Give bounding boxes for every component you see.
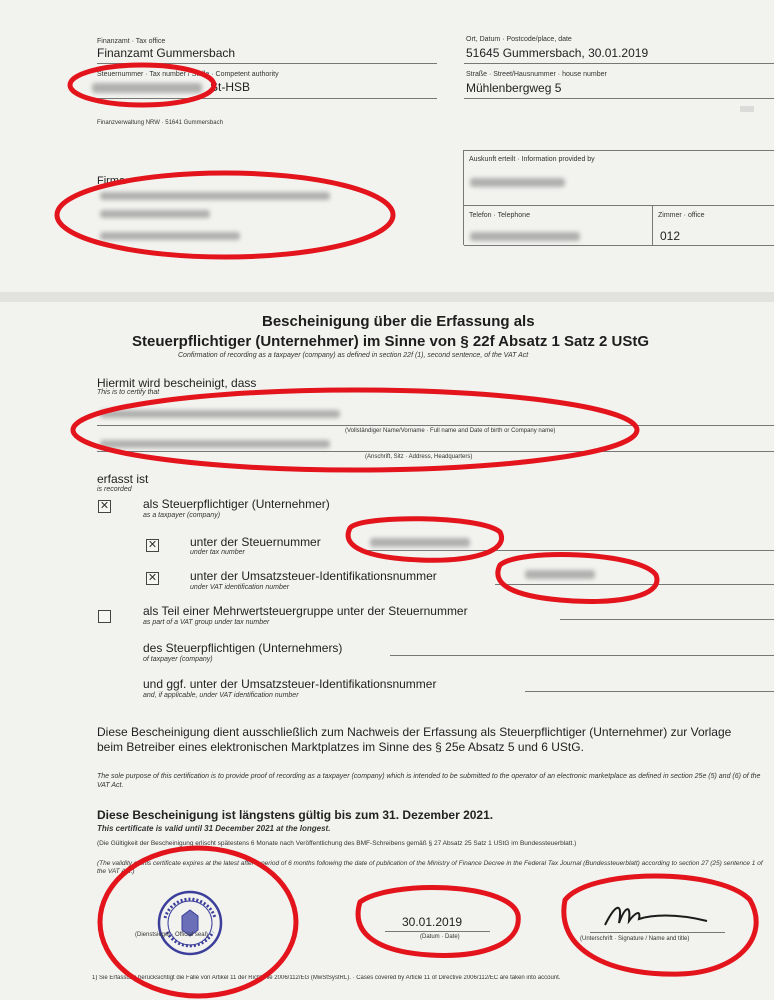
opt2a-en: of taxpayer (company) bbox=[143, 656, 213, 663]
firm-label: Firma bbox=[97, 175, 126, 187]
date-value: 30.01.2019 bbox=[402, 915, 463, 929]
opt2a-text: des Steuerpflichtigen (Unternehmers) bbox=[143, 641, 343, 655]
signature-label: (Unterschrift · Signature / Name and title) bbox=[580, 936, 690, 942]
opt2-text: als Teil einer Mehrwertsteuergruppe unter der Steuernummer bbox=[143, 604, 468, 618]
doc-title-line2: Steuerpflichtiger (Unternehmer) im Sinne von § 22f Absatz 1 Satz 2 UStG bbox=[132, 333, 650, 350]
checkbox-taxpayer[interactable]: ✕ bbox=[99, 500, 110, 512]
place-date-label: Ort, Datum · Postcode/place, date bbox=[466, 36, 572, 43]
redacted-name bbox=[100, 410, 340, 418]
certify-text: Hiermit wird bescheinigt, dass bbox=[97, 376, 257, 390]
purpose-en: The sole purpose of this certification is to provide proof of recording as a taxpayer (company) which is intended to be submitted to the operator of an electronic marketplace as defined in section 25e (5) and (6) of the VAT Act. bbox=[97, 773, 761, 789]
redacted-firm-2 bbox=[100, 210, 210, 218]
redacted-tax-id bbox=[370, 538, 470, 547]
official-seal bbox=[155, 888, 225, 958]
room-label: Zimmer · office bbox=[658, 212, 705, 219]
info-label: Auskunft erteilt · Information provided by bbox=[469, 156, 595, 163]
authority-label: Steuernummer · Tax number / Stelle · Competent authority bbox=[97, 71, 279, 78]
office-label: Finanzamt · Tax office bbox=[97, 38, 166, 45]
checkbox-vat-group[interactable] bbox=[98, 610, 111, 623]
footnote: 1) Sie Erfassung berücksichtigt die Fälle von Artikel 11 der Richtlinie 2006/112/EG (MwStSystRL). · Cases covered by Article 11 of Directive 2006/112/EC are taken into account. bbox=[92, 975, 561, 981]
scan-fold bbox=[0, 292, 774, 302]
opt2-en: as part of a VAT group under tax number bbox=[143, 619, 270, 626]
checkbox-tax-number[interactable]: ✕ bbox=[147, 539, 158, 551]
redacted-tax-number bbox=[92, 83, 202, 93]
redacted-address bbox=[100, 440, 330, 448]
opt2b-en: and, if applicable, under VAT identification number bbox=[143, 692, 299, 699]
signature bbox=[595, 895, 725, 935]
redacted-phone bbox=[470, 232, 580, 241]
opt1a-text: unter der Steuernummer bbox=[190, 535, 321, 549]
date-label: (Datum · Date) bbox=[420, 934, 460, 940]
recorded-text: erfasst ist bbox=[97, 472, 149, 486]
redacted-firm-1 bbox=[100, 192, 330, 200]
opt1b-en: under VAT identification number bbox=[190, 584, 290, 591]
note-de: (Die Gültigkeit der Bescheinigung erlischt spätestens 6 Monate nach Veröffentlichung des BMF-Schreibens gemäß § 27 Absatz 25 Satz 1 UStG im Bundessteuerblatt.) bbox=[97, 840, 577, 847]
opt1-en: as a taxpayer (company) bbox=[143, 512, 221, 519]
opt1-text: als Steuerpflichtiger (Unternehmer) bbox=[143, 497, 330, 511]
redacted-vat-id bbox=[525, 570, 595, 579]
opt1a-en: under tax number bbox=[190, 549, 245, 556]
street-value: Mühlenbergweg 5 bbox=[466, 81, 562, 95]
address-hint: (Anschrift, Sitz · Address, Headquarters) bbox=[365, 454, 473, 460]
purpose-text: Diese Bescheinigung dient ausschließlich zum Nachweis der Erfassung als Steuerpflichtiger (Unternehmer) zur Vorlage beim Betreiber eines elektronischen Marktplatzes im Sinne des § 25e Absatz 5 und 6 UStG. bbox=[97, 725, 732, 754]
phone-label: Telefon · Telephone bbox=[469, 212, 530, 219]
seal-label: (Dienstsiegel · Official seal) bbox=[135, 932, 208, 938]
valid-text: Diese Bescheinigung ist längstens gültig bis zum 31. Dezember 2021. bbox=[97, 808, 494, 822]
admin-line: Finanzverwaltung NRW · 51641 Gummersbach bbox=[97, 120, 223, 126]
doc-title-line1: Bescheinigung über die Erfassung als bbox=[262, 313, 535, 330]
note-en: (The validity of this certificate expires at the latest after a period of 6 months following the date of publication of the Ministry of Finance Decree in the Federal Tax Journal (Bundessteuerblatt) according to section 27 (25) sentence 1 of the VAT Act.) bbox=[97, 860, 763, 875]
certify-en: This is to certify that bbox=[97, 389, 160, 396]
name-hint: (Vollständiger Name/Vorname · Full name and Date of birth or Company name) bbox=[345, 428, 556, 434]
doc-title-en: Confirmation of recording as a taxpayer (company) as defined in section 22f (1), second sentence, of the VAT Act bbox=[178, 352, 529, 359]
office-name: Finanzamt Gummersbach bbox=[97, 46, 236, 60]
place-date-value: 51645 Gummersbach, 30.01.2019 bbox=[466, 46, 649, 60]
checkbox-vat-id[interactable]: ✕ bbox=[147, 572, 158, 584]
recorded-en: is recorded bbox=[97, 486, 132, 493]
valid-en: This certificate is valid until 31 December 2021 at the longest. bbox=[97, 824, 331, 833]
faint-print-band bbox=[0, 100, 774, 150]
opt1b-text: unter der Umsatzsteuer-Identifikationsnummer bbox=[190, 569, 437, 583]
redacted-officer bbox=[470, 178, 565, 187]
room-value: 012 bbox=[660, 229, 681, 243]
opt2b-text: und ggf. unter der Umsatzsteuer-Identifikationsnummer bbox=[143, 677, 437, 691]
redacted-firm-3 bbox=[100, 232, 240, 240]
street-label: Straße · Street/Hausnummer · house number bbox=[466, 71, 607, 78]
authority-value: St-HSB bbox=[210, 80, 251, 94]
